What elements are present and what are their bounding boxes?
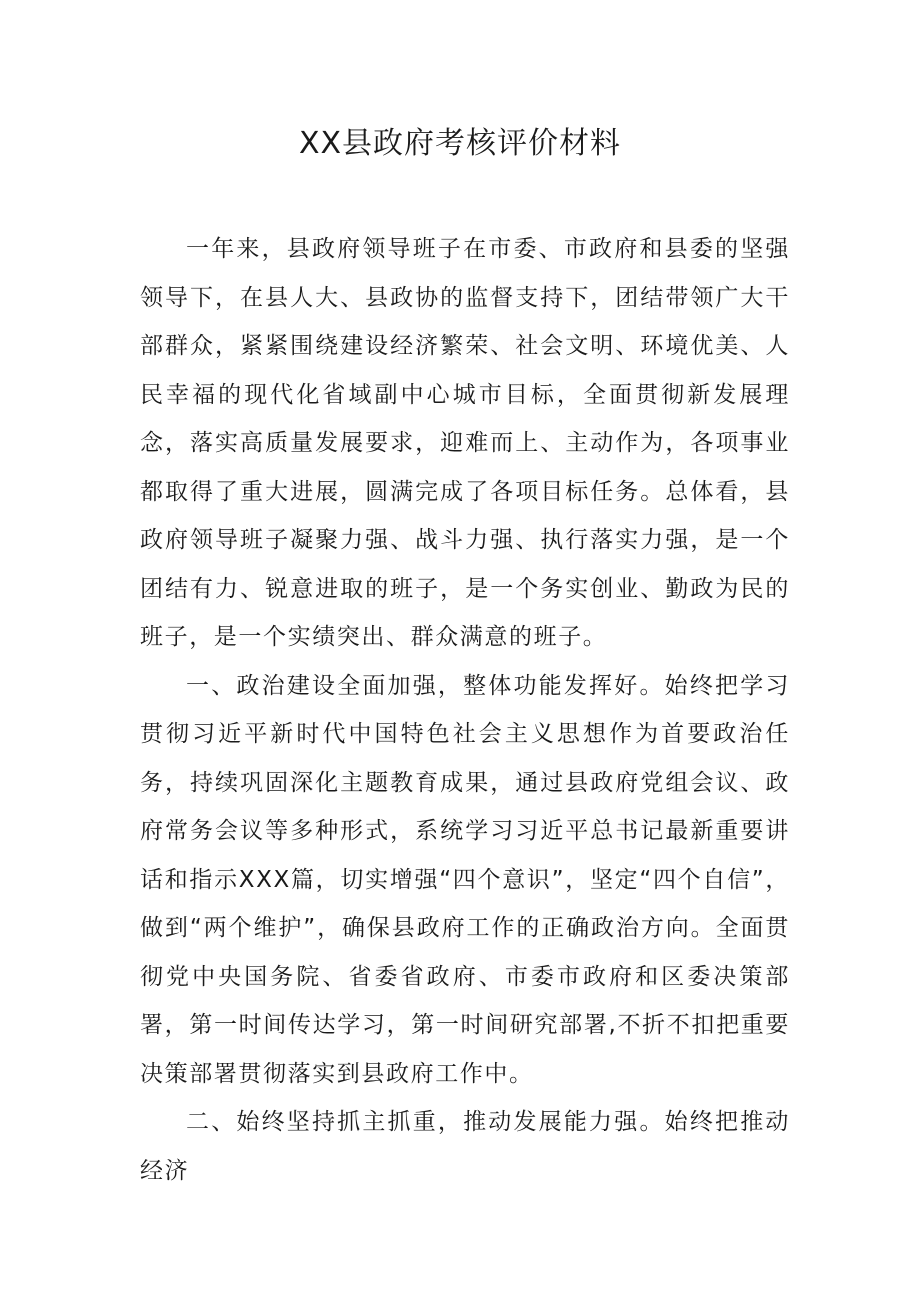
paragraph-section-2: 二、始终坚持抓主抓重，推动发展能力强。始终把推动经济 [140, 1109, 790, 1184]
paragraph-section-1: 一、政治建设全面加强，整体功能发挥好。始终把学习贯彻习近平新时代中国特色社会主义思想作为首要政治任务，持续巩固深化主题教育成果，通过县政府党组会议、政府常务会议等多种形式，系统学习习近平总书记最新重要讲话和指示XXX篇，切实增强“四个意识”，坚定“四个自信”，做到“两个维护”，确保县政府工作的正确政治方向。全面贯彻党中央国务院、省委省政府、市委市政府和区委决策部署，第一时间传达学习，第一时间研究部署,不折不扣把重要决策部署贯彻落实到县政府工作中。 [140, 672, 790, 1087]
document-body [140, 225, 790, 1195]
document-title: XX县政府考核评价材料 [298, 126, 622, 161]
paragraph-intro: 一年来，县政府领导班子在市委、市政府和县委的坚强领导下，在县人大、县政协的监督支持下，团结带领广大干部群众，紧紧围绕建设经济繁荣、社会文明、环境优美、人民幸福的现代化省域副中心城市目标，全面贯彻新发展理念，落实高质量发展要求，迎难而上、主动作为，各项事业都取得了重大进展，圆满完成了各项目标任务。总体看，县政府领导班子凝聚力强、战斗力强、执行落实力强，是一个团结有力、锐意进取的班子，是一个务实创业、勤政为民的班子，是一个实绩突出、群众满意的班子。 [140, 236, 790, 650]
